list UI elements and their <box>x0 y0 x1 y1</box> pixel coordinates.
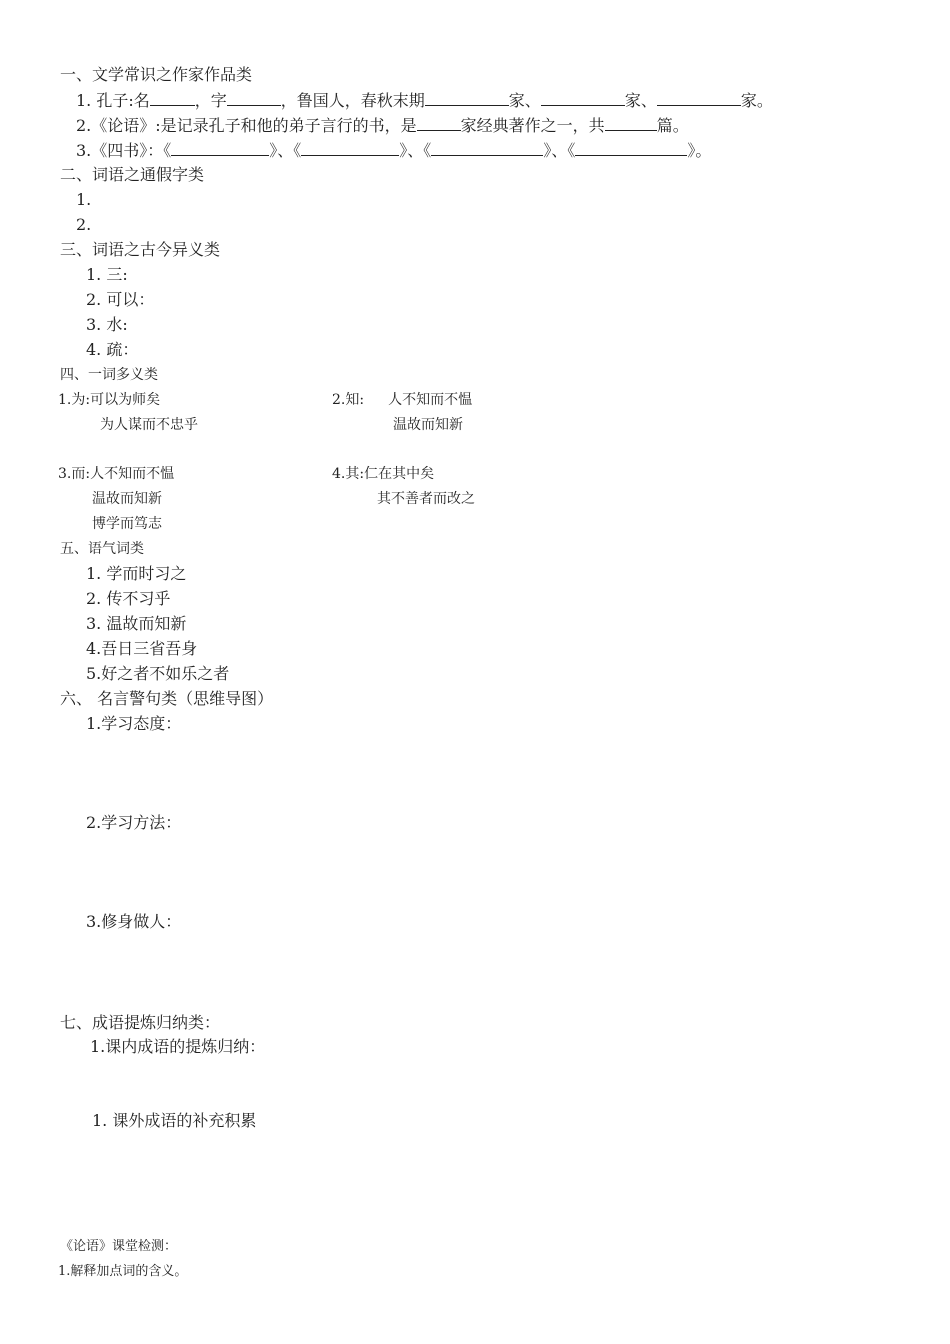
fill-blank[interactable] <box>425 89 509 106</box>
s6-item-3: 3.修身做人： <box>86 912 182 931</box>
section-6-heading: 六、 名言警句类（思维导图） <box>60 689 274 708</box>
fill-blank[interactable] <box>171 139 269 156</box>
s6-item-1: 1.学习态度： <box>86 714 182 733</box>
fill-blank[interactable] <box>301 139 399 156</box>
s2-item-1: 1. <box>76 190 92 209</box>
fill-blank[interactable] <box>417 114 461 131</box>
s4-entry-1 <box>58 389 160 411</box>
text: 孔子:名 <box>96 91 150 110</box>
s3-item: 4. 疏： <box>86 340 139 359</box>
section-7-heading: 七、成语提炼归纳类： <box>60 1013 221 1032</box>
s4-entry-4 <box>332 463 434 485</box>
entry-line: 可以为师矣 <box>90 392 161 408</box>
fill-blank[interactable] <box>657 89 741 106</box>
text: 》。 <box>687 141 712 160</box>
text: 家。 <box>740 91 773 110</box>
section-5-heading: 五、语气词类 <box>60 541 144 557</box>
fill-blank[interactable] <box>431 139 543 156</box>
s5-item: 2. 传不习乎 <box>86 589 171 608</box>
s5-item: 4.吾日三省吾身 <box>86 639 198 658</box>
s7-item-1: 1.课内成语的提炼归纳： <box>90 1037 266 1056</box>
text: 家、 <box>624 91 657 110</box>
text: 家、 <box>508 91 541 110</box>
fill-blank[interactable] <box>541 89 625 106</box>
section-2-heading: 二、词语之通假字类 <box>60 165 205 184</box>
entry-line: 仁在其中矣 <box>364 466 435 482</box>
s4-entry-3 <box>58 463 174 485</box>
s4-entry-3-line-2: 温故而知新 <box>92 491 162 507</box>
s5-item: 5.好之者不如乐之者 <box>86 664 230 683</box>
test-item-1: 1.解释加点词的含义。 <box>58 1264 188 1279</box>
s4-entry-2 <box>332 389 472 411</box>
fill-blank[interactable] <box>150 89 195 106</box>
entry-line: 人不知而不愠 <box>90 466 175 482</box>
section-3-heading: 三、词语之古今异义类 <box>60 240 221 259</box>
s4-entry-4-line-2: 其不善者而改之 <box>377 491 475 507</box>
s1-item-3 <box>76 139 711 162</box>
s1-item-1 <box>76 89 773 112</box>
fill-blank[interactable] <box>227 89 281 106</box>
text: ，字 <box>194 91 227 110</box>
s4-entry-2-line-2: 温故而知新 <box>393 417 463 433</box>
section-4-heading: 四、一词多义类 <box>60 367 158 383</box>
s3-item: 2. 可以： <box>86 290 155 309</box>
s4-entry-1-line-2: 为人谋而不忠乎 <box>100 417 198 433</box>
entry-label: 3.而: <box>58 466 91 482</box>
text: 《论语》:是记录孔子和他的弟子言行的书，是 <box>91 116 417 135</box>
text: 《四书》：《 <box>91 141 172 160</box>
s1-item-2 <box>76 114 689 137</box>
s5-item: 3. 温故而知新 <box>86 614 187 633</box>
text: 》、《 <box>399 141 432 160</box>
s2-item-2: 2. <box>76 215 92 234</box>
s3-item: 3. 水: <box>86 315 128 334</box>
item-number: 2. <box>76 116 92 135</box>
item-number: 3. <box>76 141 92 160</box>
entry-line: 人不知而不愠 <box>388 392 473 408</box>
text: 篇。 <box>656 116 689 135</box>
entry-label: 4.其: <box>332 466 365 482</box>
text: 家经典著作之一，共 <box>460 116 605 135</box>
fill-blank[interactable] <box>605 114 657 131</box>
text: ，鲁国人，春秋末期 <box>280 91 425 110</box>
fill-blank[interactable] <box>575 139 687 156</box>
s6-item-2: 2.学习方法： <box>86 813 182 832</box>
text: 》、《 <box>269 141 302 160</box>
s5-item: 1. 学而时习之 <box>86 564 187 583</box>
text: 》、《 <box>543 141 576 160</box>
s3-item: 1. 三: <box>86 265 128 284</box>
entry-label: 2.知: <box>332 392 365 408</box>
test-heading: 《论语》课堂检测： <box>60 1239 178 1254</box>
s7-item-2: 1. 课外成语的补充积累 <box>92 1111 257 1130</box>
section-1-heading: 一、文学常识之作家作品类 <box>60 65 253 84</box>
s4-entry-3-line-3: 博学而笃志 <box>92 516 162 532</box>
entry-label: 1.为: <box>58 392 91 408</box>
item-number: 1. <box>76 91 92 110</box>
